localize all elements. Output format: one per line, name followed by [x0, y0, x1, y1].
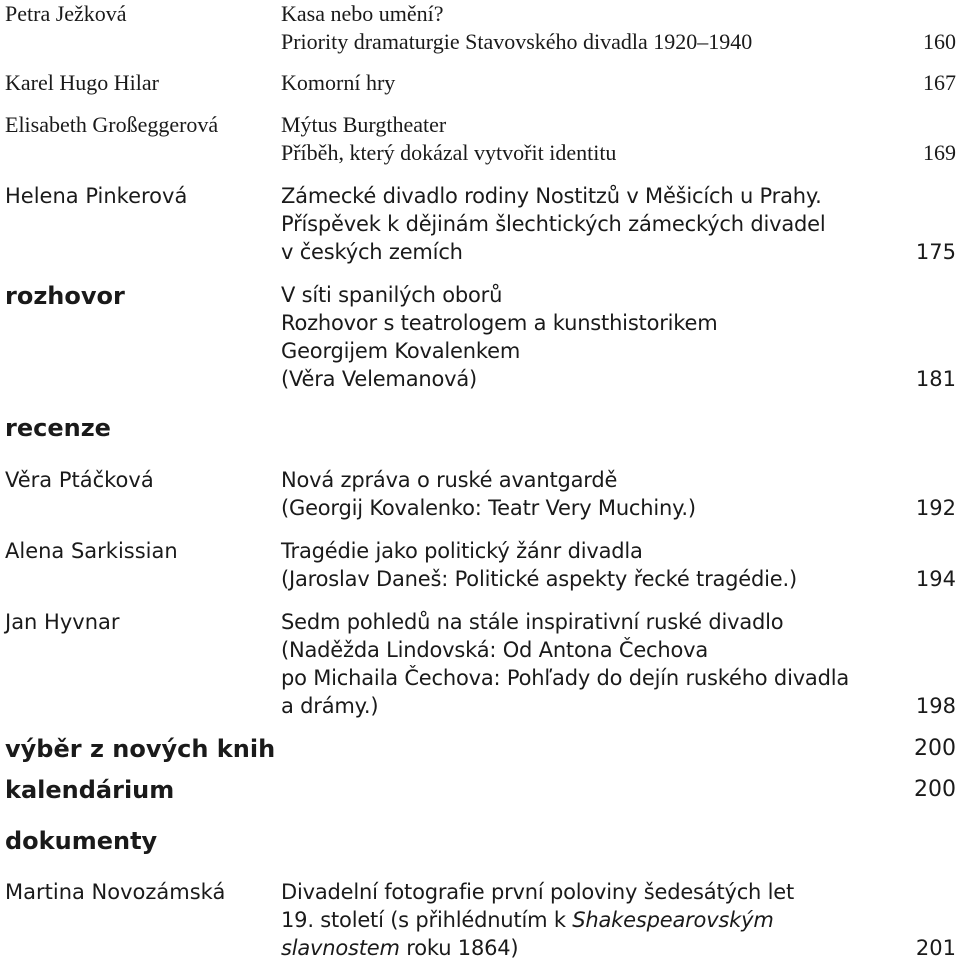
entry-title-line [281, 934, 794, 962]
entry-title [281, 0, 752, 56]
entry-author: Alena Sarkissian [5, 539, 178, 563]
entry-title-line: v českých zemích [281, 240, 463, 264]
entry-page-number: 192 [915, 496, 956, 520]
entry-title [281, 466, 696, 522]
entry-title-line: Mýtus Burgtheater [281, 112, 447, 137]
entry-author: Věra Ptáčková [5, 468, 154, 492]
entry-page-number: 200 [914, 777, 956, 802]
entry-title-line: Divadelní fotografie první poloviny šedesátých let [281, 880, 795, 904]
entry-page-number: 175 [915, 240, 956, 264]
entry-author: Helena Pinkerová [5, 184, 188, 208]
entry-title-text: 19. století (s přihlédnutím k [281, 908, 573, 932]
entry-title-italic: Shakespearovským [572, 908, 774, 932]
entry-page-number: 160 [923, 29, 956, 54]
entry-title [281, 878, 794, 962]
entry-title [281, 111, 616, 167]
entry-title-line: Rozhovor s teatrologem a kunsthistorikem [281, 311, 718, 335]
entry-title-line: Příspěvek k dějinám šlechtických zámeckých divadel [281, 212, 826, 236]
entry-title-text: roku 1864) [399, 936, 519, 960]
entry-title-line: (Naděžda Lindovská: Od Antona Čechova [281, 638, 709, 662]
entry-title [281, 182, 825, 266]
entry-title-line: Příběh, který dokázal vytvořit identitu [281, 140, 617, 165]
entry-title-line: (Věra Velemanová) [281, 367, 478, 391]
entry-title-line: Sedm pohledů na stále inspirativní ruské divadlo [281, 610, 784, 634]
entry-title-line: po Michaila Čechova: Pohľady do dejín ruského divadla [281, 666, 850, 690]
entry-title-line: Georgijem Kovalenkem [281, 339, 521, 363]
entry-page-number: 201 [915, 936, 956, 960]
entry-title [281, 608, 849, 720]
entry-title-line: Komorní hry [281, 70, 396, 95]
entry-author: Karel Hugo Hilar [5, 70, 159, 95]
entry-title-line [281, 906, 794, 934]
entry-page-number: 167 [923, 70, 956, 95]
entry-title-line: (Georgij Kovalenko: Teatr Very Muchiny.) [281, 496, 696, 520]
entry-title-line: Zámecké divadlo rodiny Nostitzů v Měšicích u Prahy. [281, 184, 822, 208]
entry-title-line: Priority dramaturgie Stavovského divadla 1920–1940 [281, 29, 753, 54]
entry-page-number: 181 [915, 367, 956, 391]
entry-author: Jan Hyvnar [5, 610, 120, 634]
entry-author: Petra Ježková [5, 1, 127, 26]
entry-title-line: (Jaroslav Daneš: Politické aspekty řecké tragédie.) [281, 567, 797, 591]
entry-author: Martina Novozámská [5, 880, 226, 904]
section-heading: výběr z nových knih [5, 735, 276, 763]
entry-page-number: 194 [915, 567, 956, 591]
entry-title-italic: slavnostem [281, 936, 400, 960]
entry-title [281, 537, 797, 593]
entry-author: Elisabeth Großeggerová [5, 112, 219, 137]
entry-page-number: 200 [914, 736, 956, 761]
section-heading: rozhovor [5, 282, 125, 310]
entry-title-line: V síti spanilých oborů [281, 283, 503, 307]
entry-page-number: 198 [915, 694, 956, 718]
entry-title-line: Nová zpráva o ruské avantgardě [281, 468, 618, 492]
section-heading: kalendárium [5, 776, 175, 804]
section-heading: recenze [5, 414, 111, 442]
entry-title-line: a drámy.) [281, 694, 379, 718]
entry-page-number: 169 [923, 140, 956, 165]
entry-title-line: Tragédie jako politický žánr divadla [281, 539, 643, 563]
entry-title [281, 69, 395, 97]
section-heading: dokumenty [5, 827, 158, 855]
entry-title [281, 281, 718, 393]
entry-title-line: Kasa nebo umění? [281, 1, 444, 26]
